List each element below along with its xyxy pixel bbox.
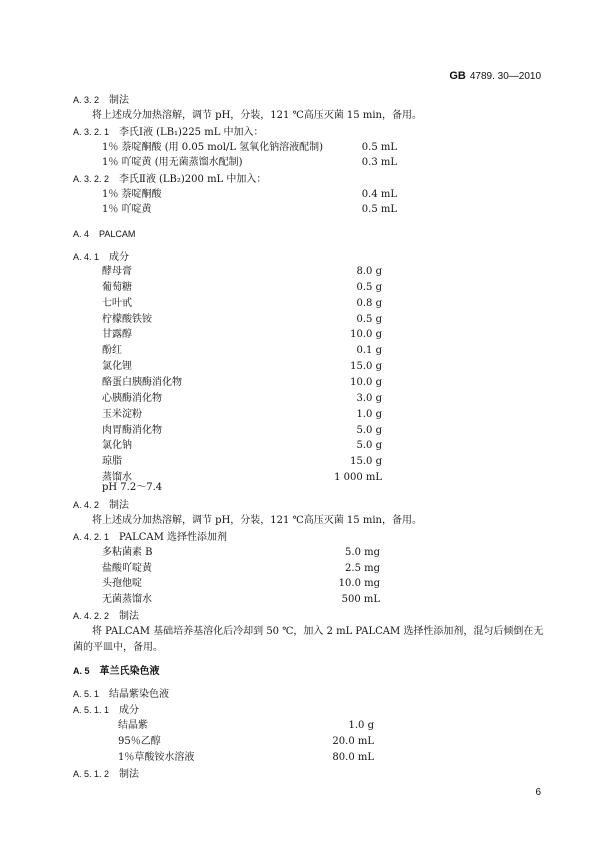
- section-a322-heading: A. 3. 2. 2 李氏Ⅱ液 (LB₂)200 mL 中加入：: [73, 174, 267, 185]
- section-a5-heading: A. 5 革兰氏染色液: [73, 666, 160, 677]
- standard-code: GB: [449, 70, 466, 82]
- standard-number: 4789. 30—2010: [469, 71, 541, 82]
- section-a4-heading: A. 4 PALCAM: [73, 229, 136, 239]
- section-a321-heading: A. 3. 2. 1 李氏Ⅰ液 (LB₁)225 mL 中加入：: [73, 127, 264, 138]
- standard-header: [449, 70, 541, 82]
- page-number: 6: [535, 787, 541, 798]
- section-a422-text-line2: 菌的平皿中，备用。: [73, 642, 163, 653]
- section-a32-heading: A. 3. 2 制法: [73, 95, 130, 106]
- section-a422-heading: A. 4. 2. 2 制法: [73, 611, 140, 622]
- section-a511-heading: A. 5. 1. 1 成分: [73, 705, 140, 716]
- ph-range: pH 7.2～7.4: [102, 482, 163, 493]
- section-a42-text: 将上述成分加热溶解，调节 pH，分装，121 ℃高压灭菌 15 min，备用。: [92, 515, 422, 526]
- section-a51-heading: A. 5. 1 结晶紫染色液: [73, 689, 170, 700]
- section-a422-text-line1: 将 PALCAM 基础培养基溶化后冷却到 50 ℃，加入 2 mL PALCAM 选择性添加剂，混匀后倾倒在无: [92, 626, 544, 637]
- section-a512-heading: A. 5. 1. 2 制法: [73, 769, 140, 780]
- section-a41-heading: A. 4. 1 成分: [73, 252, 130, 263]
- section-a32-text: 将上述成分加热溶解，调节 pH，分装，121 ℃高压灭菌 15 min，备用。: [92, 110, 422, 121]
- section-a42-heading: A. 4. 2 制法: [73, 500, 130, 511]
- section-a421-heading: A. 4. 2. 1 PALCAM 选择性添加剂: [73, 532, 227, 543]
- document-page: GB 4789. 30—2010 A. 3. 2 制法 将上述成分加热溶解，调节 pH，分装，121 ℃高压灭菌 15 min，备用。 A. 3. 2. 1 李氏Ⅰ液 (LB₁)225 mL 中加入： 1％ 萘啶酮酸 (用 0.05 mol/L 氢氧化钠溶液配制) 0.5 mL 1％ 吖啶黄 (用无菌蒸馏水配制) 0.3 mL A. 3. 2. 2 李氏Ⅱ液 (LB₂)200 mL 中加入： 1％ 萘啶酮酸 0.4 mL 1％ 吖啶黄 0.5 mL A. 4 PALCAM A. 4. 1 成分 酵母膏 8.0 g 葡萄糖 0.5 g 七叶甙 0.8 g 柠檬酸铁铵 0.5 g 甘露醇 10.0 g 酚红 0.1 g 氯化锂 15.0 g 酪蛋白胰酶消化物 10.0 g 心胰酶消化物 3.0 g 玉米淀粉 1.0 g 肉胃酶消化物 5.0 g 氯化钠 5.0 g 琼脂 15.0 g 蒸馏水 1 000 mL pH 7.2～7.4 A. 4. 2 制法 将上述成分加热溶解，调节 pH，分装，121 ℃高压灭菌 15 min，备用。 A. 4. 2. 1 PALCAM 选择性添加剂 多粘菌素 B 5.0 mg 盐酸吖啶黄 2.5 mg 头孢他啶 10.0 mg 无菌蒸馏水 500 mL A. 4. 2. 2 制法 将 PALCAM 基础培养基溶化后冷却到 50 ℃，加入 2 mL PALCAM 选择性添加剂，混匀后倾倒在无 菌的平皿中，备用。 A. 5 革兰氏染色液 A. 5. 1 结晶紫染色液 A. 5. 1. 1 成分 结晶紫 1.0 g 95％乙醇 20.0 mL 1％草酸铵水溶液 80.0 mL A. 5. 1. 2 制法 6: [73, 70, 544, 798]
